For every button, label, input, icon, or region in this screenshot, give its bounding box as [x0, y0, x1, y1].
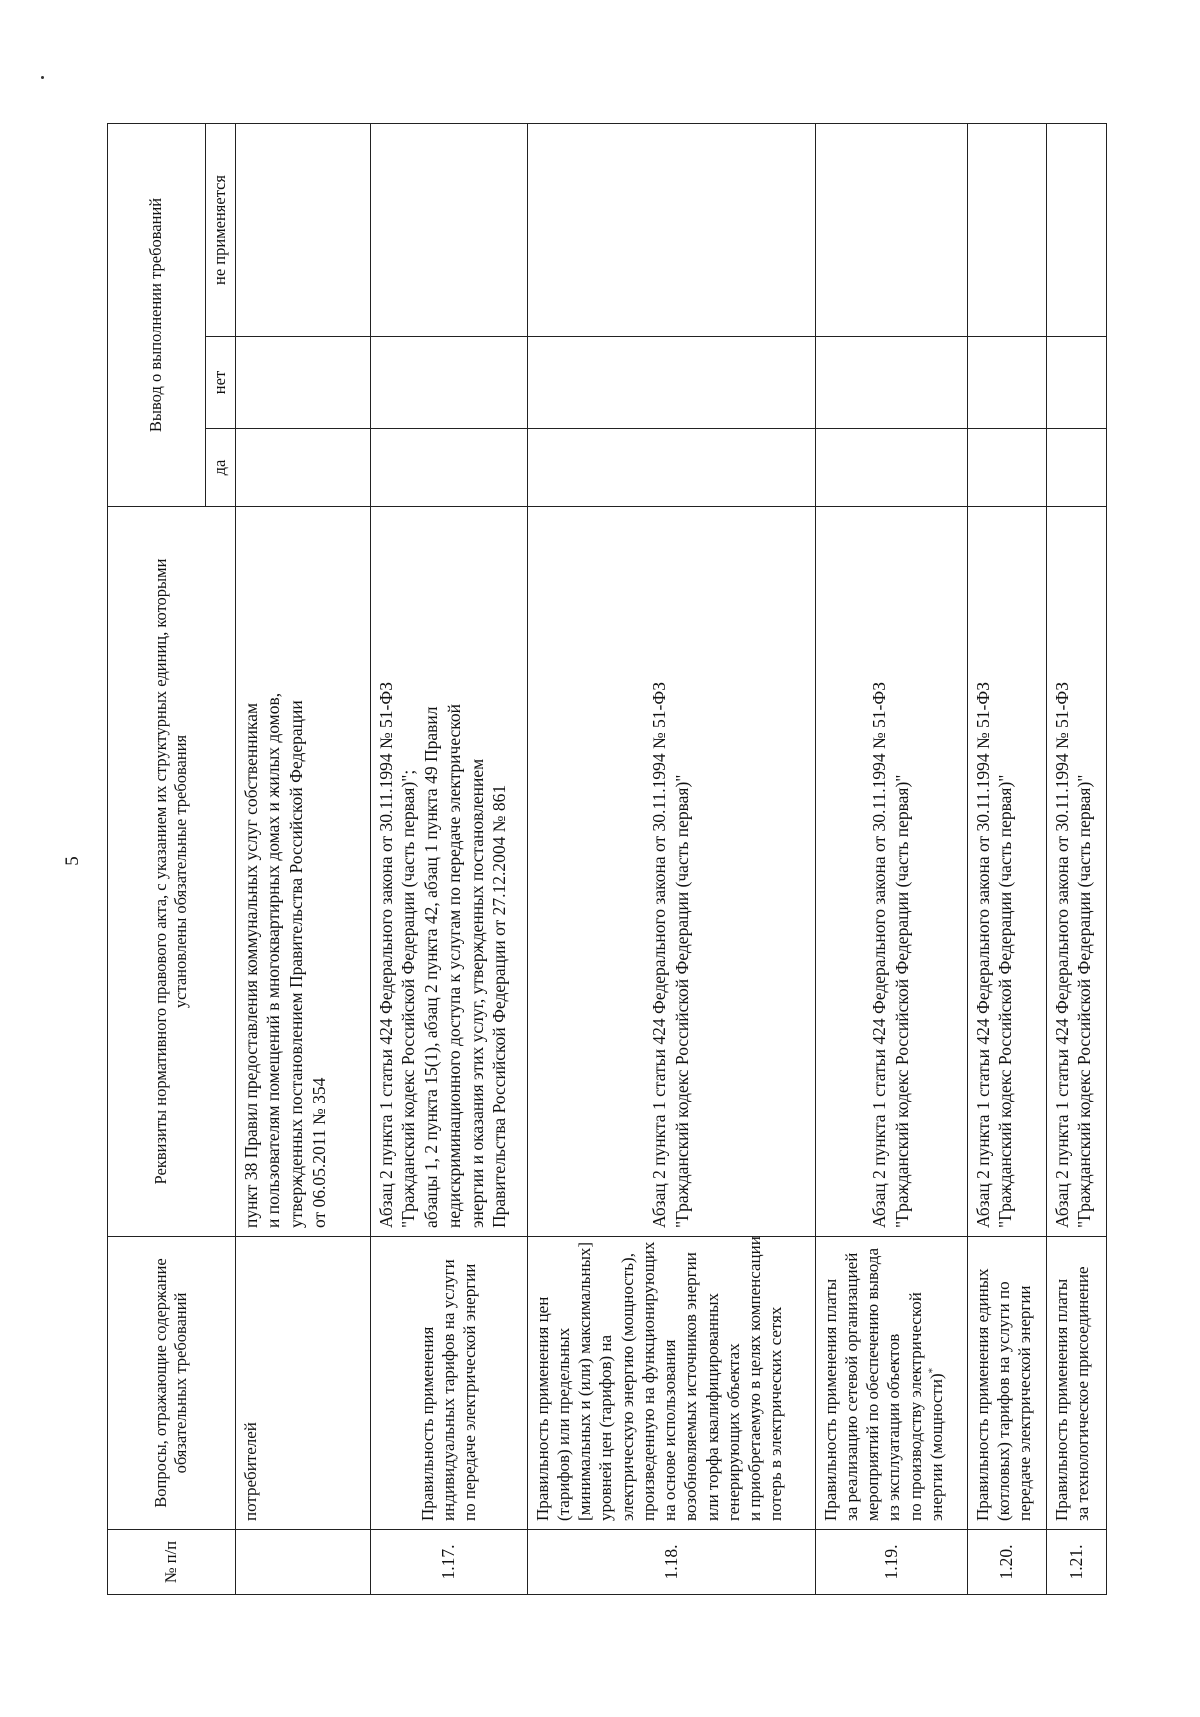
answer-na-cell — [370, 123, 527, 336]
page-number: 5 — [61, 856, 83, 866]
answer-yes-cell — [967, 429, 1046, 507]
header-not-applicable: не применяется — [206, 123, 236, 336]
table-row — [815, 123, 967, 1594]
row-number: 1.19. — [815, 1530, 967, 1595]
question-cell: Правильность применения платы за технологическое присоединение — [1046, 1237, 1106, 1530]
answer-na-cell — [1046, 123, 1106, 336]
answer-no-cell — [1046, 337, 1106, 429]
question-cell: Правильность применения платы за реализацию сетевой организацией мероприятий по обеспечению вывода из эксплуатации объектов по производству электрической энергии (мощности)* — [815, 1237, 967, 1530]
row-number: 1.20. — [967, 1530, 1046, 1595]
question-cell: Правильность применения цен (тарифов) или предельных [минимальных и (или) максимальных] уровней цен (тарифов) на электрическую энергию (мощность), произведенную на функционирующих на основе использования возобновляемых источников энергии или торфа квалифицированных генерирующих объектах и приобретаемую в целях компенсации потерь в электрических сетях — [527, 1237, 815, 1530]
answer-no-cell — [235, 337, 370, 429]
table-row — [370, 123, 527, 1594]
answer-no-cell — [527, 337, 815, 429]
answer-yes-cell — [815, 429, 967, 507]
requisites-cell: Абзац 2 пункта 1 статьи 424 Федерального закона от 30.11.1994 № 51-ФЗ "Гражданский кодекс Российской Федерации (часть первая)" — [527, 507, 815, 1237]
footnote-mark: * — [926, 1367, 939, 1374]
answer-na-cell — [235, 123, 370, 336]
requirements-table — [107, 123, 1107, 1595]
answer-na-cell — [967, 123, 1046, 336]
header-yes: да — [206, 429, 236, 507]
answer-na-cell — [527, 123, 815, 336]
header-num: № п/п — [108, 1530, 236, 1595]
answer-yes-cell — [527, 429, 815, 507]
row-number: 1.21. — [1046, 1530, 1106, 1595]
answer-na-cell — [815, 123, 967, 336]
requisites-cell: Абзац 2 пункта 1 статьи 424 Федерального закона от 30.11.1994 № 51-ФЗ "Гражданский кодекс Российской Федерации (часть первая)" — [967, 507, 1046, 1237]
table-row — [235, 123, 370, 1594]
rotated-page-content — [107, 124, 1095, 1595]
answer-no-cell — [815, 337, 967, 429]
answer-yes-cell — [1046, 429, 1106, 507]
row-number — [235, 1530, 370, 1595]
requisites-cell: Абзац 2 пункта 1 статьи 424 Федерального закона от 30.11.1994 № 51-ФЗ "Гражданский кодекс Российской Федерации (часть первая)" — [1046, 507, 1106, 1237]
answer-yes-cell — [370, 429, 527, 507]
requisites-cell: Абзац 2 пункта 1 статьи 424 Федерального закона от 30.11.1994 № 51-ФЗ "Гражданский кодекс Российской Федерации (часть первая)"; абзацы 1, 2 пункта 15(1), абзац 2 пункта 42, абзац 1 пункта 49 Правил недискриминационного доступа к услугам по передаче электрической энергии и оказания этих услуг, утвержденных постановлением Правительства Российской Федерации от 27.12.2004 № 861 — [370, 507, 527, 1237]
requisites-cell: Абзац 2 пункта 1 статьи 424 Федерального закона от 30.11.1994 № 51-ФЗ "Гражданский кодекс Российской Федерации (часть первая)" — [815, 507, 967, 1237]
answer-no-cell — [370, 337, 527, 429]
header-requisites: Реквизиты нормативного правового акта, с указанием их структурных единиц, которыми установлены обязательные требования — [108, 507, 236, 1237]
table-row — [527, 123, 815, 1594]
question-cell: потребителей — [235, 1237, 370, 1530]
header-question: Вопросы, отражающие содержание обязательных требований — [108, 1237, 236, 1530]
requisites-cell: пункт 38 Правил предоставления коммунальных услуг собственникам и пользователям помещений в многоквартирных домах и жилых домов, утвержденных постановлением Правительства Российской Федерации от 06.05.2011 № 354 — [235, 507, 370, 1237]
answer-yes-cell — [235, 429, 370, 507]
table-row — [967, 123, 1046, 1594]
question-cell: Правильность применения индивидуальных тарифов на услуги по передаче электрической энергии — [370, 1237, 527, 1530]
row-number: 1.18. — [527, 1530, 815, 1595]
row-number: 1.17. — [370, 1530, 527, 1595]
answer-no-cell — [967, 337, 1046, 429]
question-cell: Правильность применения единых (котловых) тарифов на услуги по передаче электрической энергии — [967, 1237, 1046, 1530]
header-conclusion: Вывод о выполнении требований — [108, 123, 206, 506]
header-no: нет — [206, 337, 236, 429]
scan-speck — [41, 76, 44, 79]
table-row — [1046, 123, 1106, 1594]
